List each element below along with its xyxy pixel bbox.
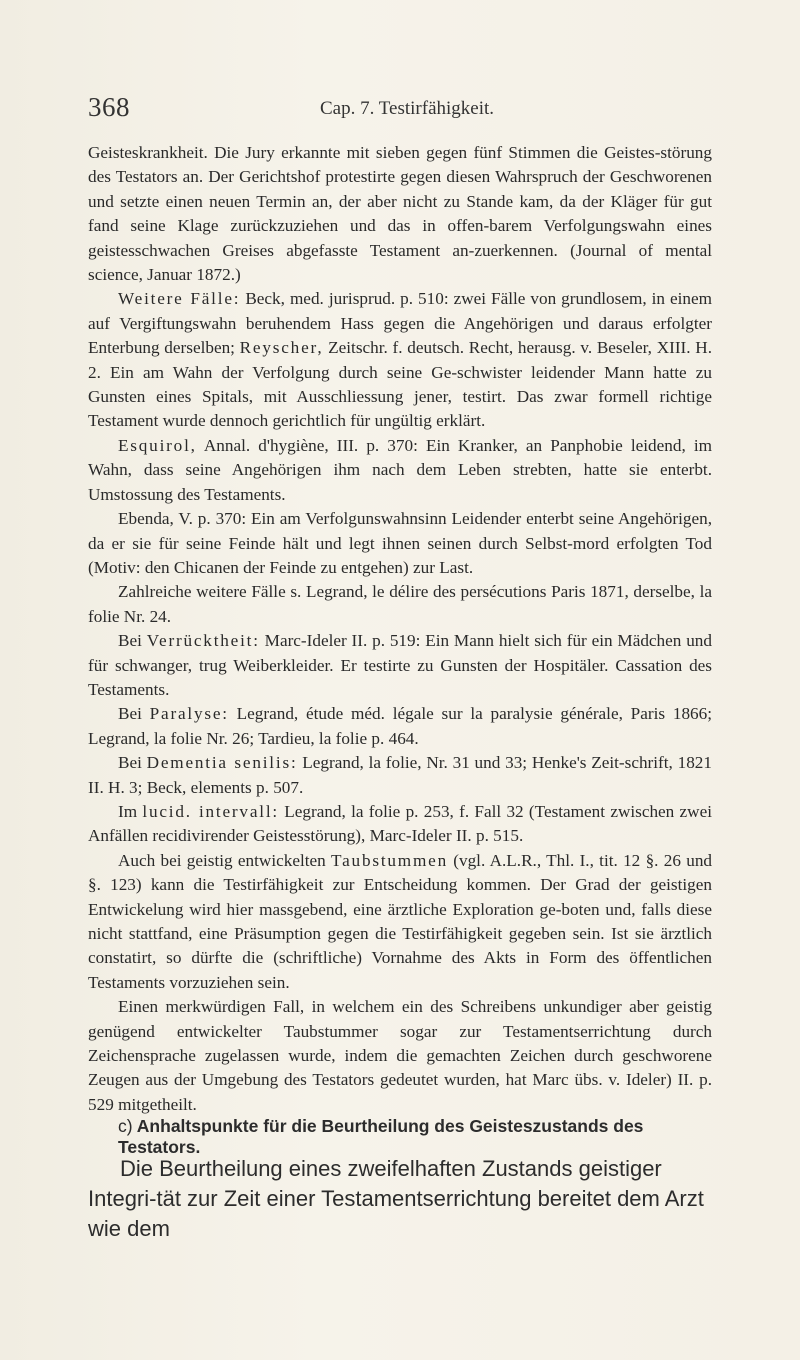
paragraph <box>88 1154 712 1244</box>
paragraph-text: Ebenda, V. p. 370: Ein am Verfolgunswahnsinn Leidender enterbt seine Angehörigen, da er sie für seine Feinde hält und legt ihnen seinen durch Selbst-mord erfolgten Tod (Motiv: den Chicanen der Feinde zu entgehen) zur Last. <box>88 509 712 577</box>
paragraph-text: Beck, med. jurisprud. p. 510: zwei Fälle von grundlosem, in einem auf Vergiftungswahn beruhendem Hass gegen die Angehörigen und daraus erfolgter Enterbung derselben; <box>88 289 712 358</box>
paragraph-text: (vgl. A.L.R., Thl. I., tit. 12 §. 26 und §. 123) kann die Testirfähigkeit zur Entscheidung kommen. Der Grad der geistigen Entwickelung wird hier massgebend, eine ärztliche Exploration ge-boten und, falls diese nicht stattfand, eine Präsumption gegen die Testirfähigkeit gegeben sein. Ist sie ärztlich constatirt, so dürfte die (schriftliche) Vornahme des Akts in Form des öffentlichen Testaments vorzuziehen sein. <box>88 850 713 992</box>
paragraph-text: Bei <box>118 631 147 651</box>
spaced-lead: Esquirol, <box>118 435 197 455</box>
paragraph <box>88 751 712 800</box>
paragraph-text: Legrand, la folie p. 253, f. Fall 32 (Testament zwischen zwei Anfällen recidivirender Geistesstörung), Marc-Ideler II. p. 515. <box>88 801 712 846</box>
spaced-name: Reyscher, <box>239 338 324 358</box>
paragraph <box>88 800 712 849</box>
spaced-lead: lucid. intervall: <box>142 801 279 821</box>
page-header <box>88 92 708 126</box>
spaced-lead: Taubstummen <box>331 850 448 870</box>
paragraph <box>88 580 712 629</box>
spaced-lead: Dementia senilis: <box>146 753 298 773</box>
paragraph <box>88 849 712 995</box>
paragraph-text: Einen merkwürdigen Fall, in welchem ein des Schreibens unkundiger aber geistig genügend entwickelter Taubstummer sogar zur Testamentserrichtung durch Zeichensprache zugelassen wurde, indem die gemachten Zeichen durch geschworene Zeugen aus der Umgebung des Testators gedeutet wurden, hat Marc übs. v. Ideler) II. p. 529 mitgetheilt. <box>88 997 712 1114</box>
paragraph-text: Zeitschr. f. deutsch. Recht, herausg. v. Beseler, XIII. H. 2. Ein am Wahn der Verfolgung durch seine Ge-schwister leidender Mann hatte zu Gunsten eines Spitals, mit Ausschliessung jener, testirt. Das zwar formell richtige Testament wurde dennoch gerichtlich für ungültig erklärt. <box>88 338 713 431</box>
paragraph <box>88 629 712 702</box>
paragraph-text: Legrand, la folie, Nr. 31 und 33; Henke's Zeit-schrift, 1821 II. H. 3; Beck, elements p. 507. <box>88 753 712 797</box>
section-label: c) <box>118 1116 133 1136</box>
paragraph <box>88 995 712 1117</box>
paragraph-text: Marc-Ideler II. p. 519: Ein Mann hielt sich für ein Mädchen und für schwanger, trug Weiberkleider. Er testirte zu Gunsten der Hospitäler. Cassation des Testaments. <box>88 631 712 699</box>
paragraph <box>88 507 712 580</box>
section-title: Anhaltspunkte für die Beurtheilung des Geisteszustands des Testators. <box>118 1116 644 1157</box>
section-heading <box>118 1116 718 1158</box>
spaced-lead: Verrücktheit: <box>146 631 260 651</box>
page-number: 368 <box>88 92 130 122</box>
paragraph-text: Zahlreiche weitere Fälle s. Legrand, le délire des persécutions Paris 1871, derselbe, la folie Nr. 24. <box>88 582 712 626</box>
body-text <box>88 141 712 1117</box>
paragraph-text: Im <box>118 801 143 821</box>
paragraph-text: Auch bei geistig entwickelten <box>118 850 332 870</box>
paragraph-text: Geisteskrankheit. Die Jury erkannte mit sieben gegen fünf Stimmen die Geistes-störung des Testators an. Der Gerichtshof protestirte gegen diesen Wahrspruch der Geschworenen und setzte einen neuen Termin an, der aber nicht zu Stande kam, da der Kläger für gut fand seine Klage zurückzuziehen und das in offen-barem Verfolgungswahn eines geistesschwachen Greises abgefasste Testament an-zuerkennen. (Journal of mental science, Januar 1872.) <box>88 143 712 285</box>
paragraph-text: Bei <box>118 704 150 724</box>
paragraph-text: Die Beurtheilung eines zweifelhaften Zustands geistiger Integri-tät zur Zeit einer Testamentserrichtung bereitet dem Arzt wie dem <box>88 1156 704 1241</box>
running-head: Cap. 7. Testirfähigkeit. <box>320 98 495 119</box>
paragraph-text: Bei <box>118 753 147 773</box>
paragraph <box>88 702 712 751</box>
paragraph <box>88 434 712 507</box>
spaced-lead: Paralyse: <box>149 704 229 724</box>
paragraph-text: Legrand, étude méd. légale sur la paralysie générale, Paris 1866; Legrand, la folie Nr. 26; Tardieu, la folie p. 464. <box>88 704 712 748</box>
paragraph <box>88 287 712 433</box>
spaced-lead: Weitere Fälle: <box>118 289 241 309</box>
closing-text <box>88 1154 712 1244</box>
paragraph-text: Annal. d'hygiène, III. p. 370: Ein Kranker, an Panphobie leidend, im Wahn, dass seine Angehörigen ihm nach dem Leben strebten, hatte sie enterbt. Umstossung des Testaments. <box>88 435 712 504</box>
paragraph <box>88 141 712 287</box>
